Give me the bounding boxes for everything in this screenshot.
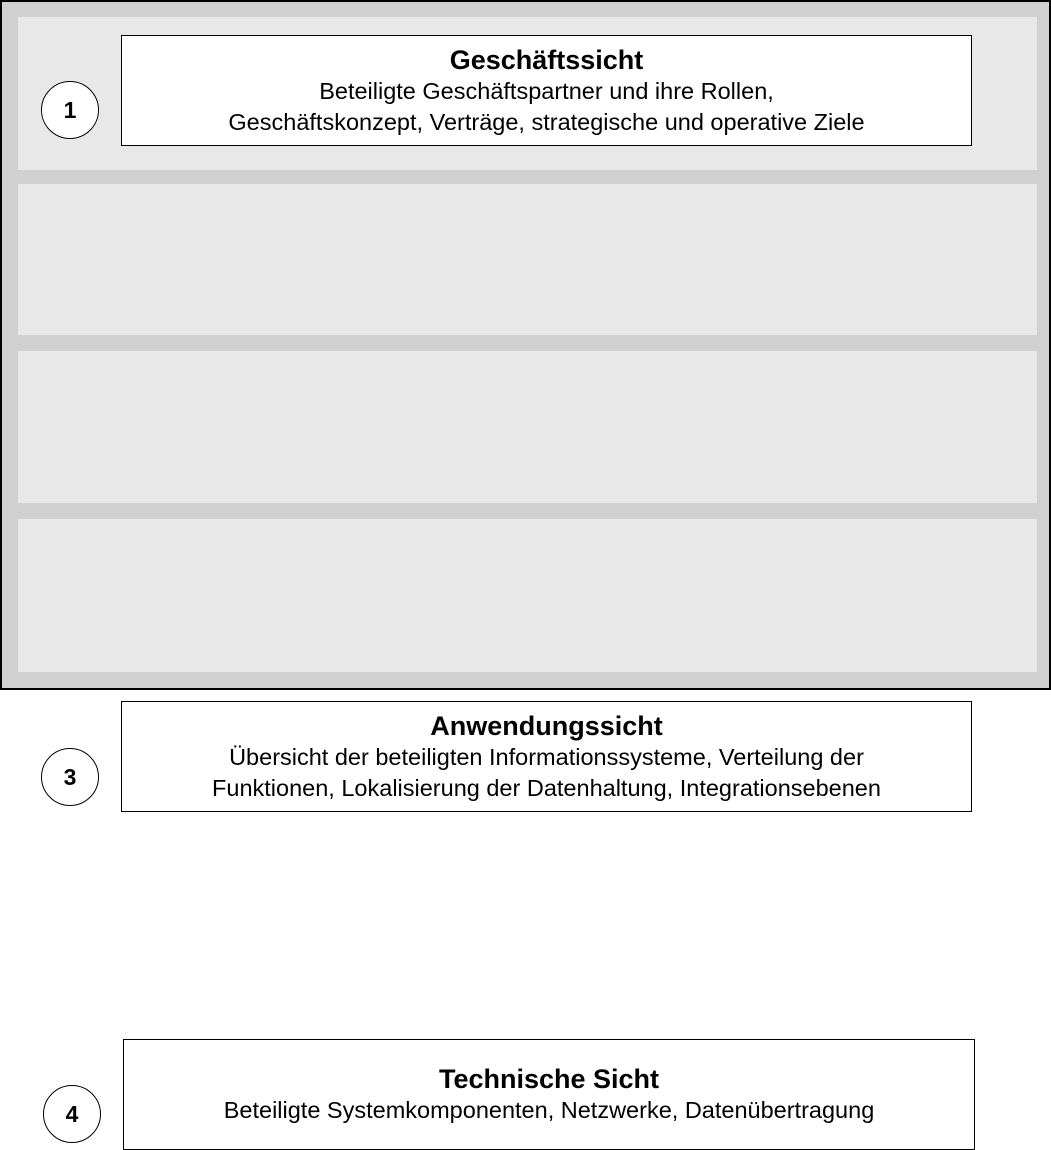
layer-box-4 [123, 1039, 975, 1150]
layer-title-1: Geschäftssicht [449, 44, 644, 75]
layer-description-1-line-1: Beteiligte Geschäftspartner und ihre Rollen, [319, 77, 774, 104]
layer-box-3 [121, 701, 972, 812]
layer-title-4: Technische Sicht [438, 1064, 660, 1094]
layer-band-2 [18, 184, 1037, 335]
layer-description-1-line-2: Geschäftskonzept, Verträge, strategische und operative Ziele [228, 108, 865, 135]
layer-description-3-line-2: Funktionen, Lokalisierung der Datenhaltung, Integrationsebenen [212, 774, 881, 801]
layer-number-circle-3: 3 [41, 748, 99, 806]
layer-number-circle-1: 1 [41, 81, 99, 139]
layer-description-3-line-1: Übersicht der beteiligten Informationssysteme, Verteilung der [229, 743, 864, 770]
layer-band-1 [18, 17, 1037, 170]
layer-description-4-line-1: Beteiligte Systemkomponenten, Netzwerke, Datenübertragung [223, 1097, 875, 1123]
layer-band-3 [18, 351, 1037, 801]
layer-number-circle-4: 4 [43, 1085, 101, 1143]
layer-title-3: Anwendungssicht [430, 710, 663, 741]
layer-box-1 [121, 35, 972, 146]
